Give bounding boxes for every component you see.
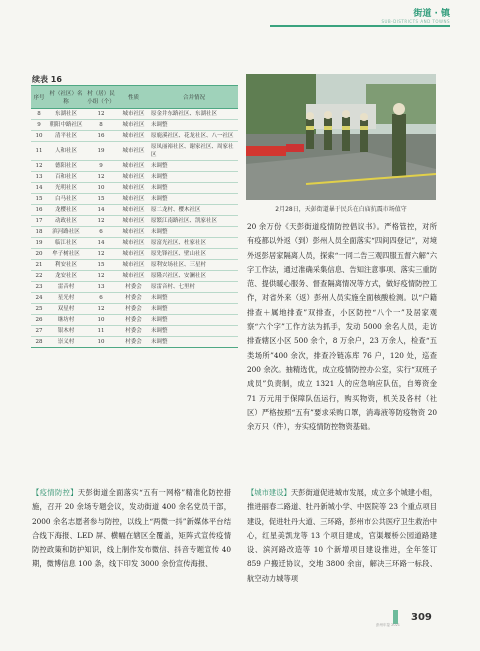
table-cell: 城市社区 [117, 120, 150, 131]
table-cell: 未调整 [150, 172, 238, 183]
table-cell: 村委会 [117, 304, 150, 315]
table-cell: 龙安社区 [47, 271, 85, 282]
urban-construction-paragraph [247, 486, 437, 586]
urban-construction-tag: 【城市建设】 [247, 488, 291, 497]
table-cell: 10 [31, 131, 47, 142]
table-cell: 14 [31, 183, 47, 194]
table-cell: 25 [31, 304, 47, 315]
table-row [31, 249, 238, 260]
epidemic-control-paragraph [32, 486, 231, 572]
table-cell: 城市社区 [117, 161, 150, 172]
table-cell: 村委会 [117, 282, 150, 293]
table-row [31, 216, 238, 227]
table-row [31, 142, 238, 161]
table-cell: 19 [31, 238, 47, 249]
table-cell: 继坊村 [47, 315, 85, 326]
table-cell: 9 [85, 161, 117, 172]
table-cell: 滨河路社区 [47, 227, 85, 238]
table-row [31, 238, 238, 249]
table-cell: 城市社区 [117, 142, 150, 161]
table-cell: 11 [31, 142, 47, 161]
table-cell: 15 [85, 194, 117, 205]
table-cell: 城市社区 [117, 194, 150, 205]
table-cell: 13 [85, 282, 117, 293]
table-cell: 6 [85, 227, 117, 238]
checkpoint-illustration [246, 74, 436, 200]
table-cell: 城市社区 [117, 271, 150, 282]
table-cell: 未调整 [150, 326, 238, 337]
table-cell: 城市社区 [117, 260, 150, 271]
urban-construction-text: 天彭街道促进城市发展，成立多个城建小组，推进丽春二路道、牡丹新城小学、中医院等 23 个重点项目建设，促进牡丹大道、三环路，彭州市公共医疗卫生救治中心，红星美凯龙等 13 个项目建成，官渠堰桥公园道路建设、滨河路改造等 10 个新增项目建设推进，全年签订 859 户搬迁协议，交地 3800 余亩，解决三环路一标段、航空动力城等项 [247, 488, 438, 583]
table-cell: 城市社区 [117, 205, 150, 216]
table-cell: 12 [85, 216, 117, 227]
section-title: 街道 · 镇 [413, 9, 450, 19]
table-cell: 11 [85, 326, 117, 337]
table-cell: 20 [31, 249, 47, 260]
table-cell: 18 [31, 227, 47, 238]
table-cell: 8 [85, 120, 117, 131]
section-subtitle: SUB-DISTRICTS AND TOWNS [381, 19, 450, 24]
table-cell: 原先锋社区、壁山社区 [150, 249, 238, 260]
table-cell: 27 [31, 326, 47, 337]
table-cell: 银木村 [47, 326, 85, 337]
table-header-cell: 村（社区）名称 [47, 86, 85, 109]
table-cell: 原利安场社区、三星村 [150, 260, 238, 271]
table-row [31, 337, 238, 348]
table-cell: 清平社区 [47, 131, 85, 142]
table-cell: 人和社区 [47, 142, 85, 161]
table-header-cell: 合并情况 [150, 86, 238, 109]
table-row [31, 304, 238, 315]
table-row [31, 326, 238, 337]
table-cell: 原鹿溪社区、花龙社区、八一社区 [150, 131, 238, 142]
table-row [31, 315, 238, 326]
table-cell: 22 [31, 271, 47, 282]
table-cell: 12 [85, 304, 117, 315]
community-table [31, 85, 238, 348]
table-cell: 6 [85, 293, 117, 304]
table-cell: 13 [31, 172, 47, 183]
table-cell: 村委会 [117, 315, 150, 326]
page-number: 309 [411, 612, 432, 623]
table-cell: 雷音村 [47, 282, 85, 293]
table-cell: 德阳社区 [47, 161, 85, 172]
table-row [31, 172, 238, 183]
table-cell: 城市社区 [117, 227, 150, 238]
table-header-cell: 村（居）民小组（个） [85, 86, 117, 109]
table-cell: 东湖社区 [47, 109, 85, 120]
table-row [31, 109, 238, 120]
table-cell: 村委会 [117, 326, 150, 337]
table-header-cell: 性质 [117, 86, 150, 109]
table-row [31, 183, 238, 194]
table-cell: 临江社区 [47, 238, 85, 249]
table-cell: 21 [31, 260, 47, 271]
table-cell: 原隆兴社区、安澜社区 [150, 271, 238, 282]
table-cell: 未调整 [150, 161, 238, 172]
table-row [31, 271, 238, 282]
table-cell: 15 [85, 260, 117, 271]
header-rule [270, 25, 450, 27]
table-header-row [31, 86, 238, 109]
table-row [31, 227, 238, 238]
epidemic-control-tag: 【疫情防控】 [32, 488, 78, 497]
table-cell: 原雷音村、七里村 [150, 282, 238, 293]
table-cell: 10 [85, 315, 117, 326]
table-cell: 城市社区 [117, 131, 150, 142]
running-header [270, 6, 450, 27]
table-body [31, 109, 238, 348]
table-cell: 26 [31, 315, 47, 326]
table-cell: 动政社区 [47, 216, 85, 227]
table-cell: 城市社区 [117, 238, 150, 249]
table-cell: 未调整 [150, 120, 238, 131]
checkpoint-photo [246, 74, 436, 200]
table-cell: 双星村 [47, 304, 85, 315]
table-row [31, 282, 238, 293]
table-cell: 12 [85, 109, 117, 120]
table-row [31, 131, 238, 142]
table-cell: 未调整 [150, 227, 238, 238]
table-cell: 未调整 [150, 315, 238, 326]
table-cell: 12 [85, 249, 117, 260]
table-cell: 12 [85, 172, 117, 183]
table-cell: 23 [31, 282, 47, 293]
table-cell: 原二龙村、樱木社区 [150, 205, 238, 216]
table-cell: 14 [85, 205, 117, 216]
table-cell: 未调整 [150, 194, 238, 205]
table-cell: 百和社区 [47, 172, 85, 183]
table-cell: 10 [85, 183, 117, 194]
table-cell: 16 [85, 131, 117, 142]
table-caption: 续表 16 [32, 75, 62, 84]
table-cell: 村委会 [117, 293, 150, 304]
table-cell: 白马社区 [47, 194, 85, 205]
right-column-text: 20 余万份《天彭街道疫情防控倡议书》。严格管控，对所有疫都以外返（到）彭州人员全面落实“四间四登记”，对境外返彭居家隔离人员，探索“一同二告三观四服五督六解”六字工作法，通过准确采集信息、告知注意事项、落实三重防范、提供暖心服务、督查隔离情况等方式，做好疫情防控工作，对省外来（返）彭州人员实施全面核酸检测。以“户籍排查＋属地排查”双排查，小区防控“八个一”及居家观察“六个字”工作方法为抓手，发动 5000 余名人员，走访排查辖区小区 500 余个，8 万余户，23 万余人，检查“五类场所”400 余次，排查冷链冻库 76 户，120 处，巡查 200 余次。抽精选优，成立疫情防控办公室，实行“双班子成员”负责制，成立 1321 人的应急响应队伍，自筹资金 71 万元用于保障队伍运行，购买物资，机关及各村（社区）严格按照“五有”要求采购口罩，消毒液等防疫物资 20 余万只（件），夯实疫情防控物资基础。 [247, 222, 437, 432]
table-cell: 城市社区 [117, 109, 150, 120]
page-number-accent [393, 610, 398, 624]
table-cell: 14 [85, 238, 117, 249]
footer-mark: 彭州年鉴 2021 [376, 623, 401, 627]
table-row [31, 120, 238, 131]
table-cell: 未调整 [150, 304, 238, 315]
table-cell: 15 [31, 194, 47, 205]
table-cell: 城市社区 [117, 249, 150, 260]
table-cell: 28 [31, 337, 47, 348]
table-cell: 19 [85, 142, 117, 161]
table-row [31, 293, 238, 304]
table-cell: 牟子树社区 [47, 249, 85, 260]
table-cell: 城市社区 [117, 172, 150, 183]
table-header-cell: 序号 [31, 86, 47, 109]
table-cell: 未调整 [150, 183, 238, 194]
table-cell: 原金井东路社区、东湖社区 [150, 109, 238, 120]
table-cell: 16 [31, 205, 47, 216]
table-cell: 龙樱社区 [47, 205, 85, 216]
table-cell: 12 [31, 161, 47, 172]
table-row [31, 161, 238, 172]
photo-caption: 2月28日，天彭街道暴于民兵在白庙抗震市场值守 [275, 206, 407, 213]
table-cell: 村委会 [117, 337, 150, 348]
table-row [31, 194, 238, 205]
table-row [31, 205, 238, 216]
table-cell: 9 [31, 120, 47, 131]
table-cell: 10 [85, 337, 117, 348]
table-cell: 17 [31, 216, 47, 227]
table-cell: 城市社区 [117, 216, 150, 227]
table-cell: 12 [85, 271, 117, 282]
table-cell: 朝阳中路社区 [47, 120, 85, 131]
table-row [31, 260, 238, 271]
table-cell: 8 [31, 109, 47, 120]
table-cell: 24 [31, 293, 47, 304]
table-cell: 未调整 [150, 293, 238, 304]
table-cell: 原繁江南路社区、凯家社区 [150, 216, 238, 227]
table-cell: 光明社区 [47, 183, 85, 194]
table-cell: 崇义村 [47, 337, 85, 348]
table-cell: 未调整 [150, 337, 238, 348]
table-cell: 利安社区 [47, 260, 85, 271]
table-cell: 原凤丽裕社区、谢家社区、周家社区 [150, 142, 238, 161]
table-cell: 星光村 [47, 293, 85, 304]
table-cell: 原富光社区、杜家社区 [150, 238, 238, 249]
table-cell: 城市社区 [117, 183, 150, 194]
epidemic-control-text: 天彭街道全面落实“五有一网格”精准化防控措施，召开 20 余场专题会议，发动街道 400 余名党员干部，2000 余名志愿者参与防控，以线上“两微一抖”新媒体平台结合线下海报、LED 屏、横幅在辖区全覆盖，矩阵式宣传疫情防控政策和防护知识，线上制作发布微信、抖音专题宣传 40 期，微博信息 100 条，线下印发 3000 余份宣传海报、 [32, 488, 231, 569]
